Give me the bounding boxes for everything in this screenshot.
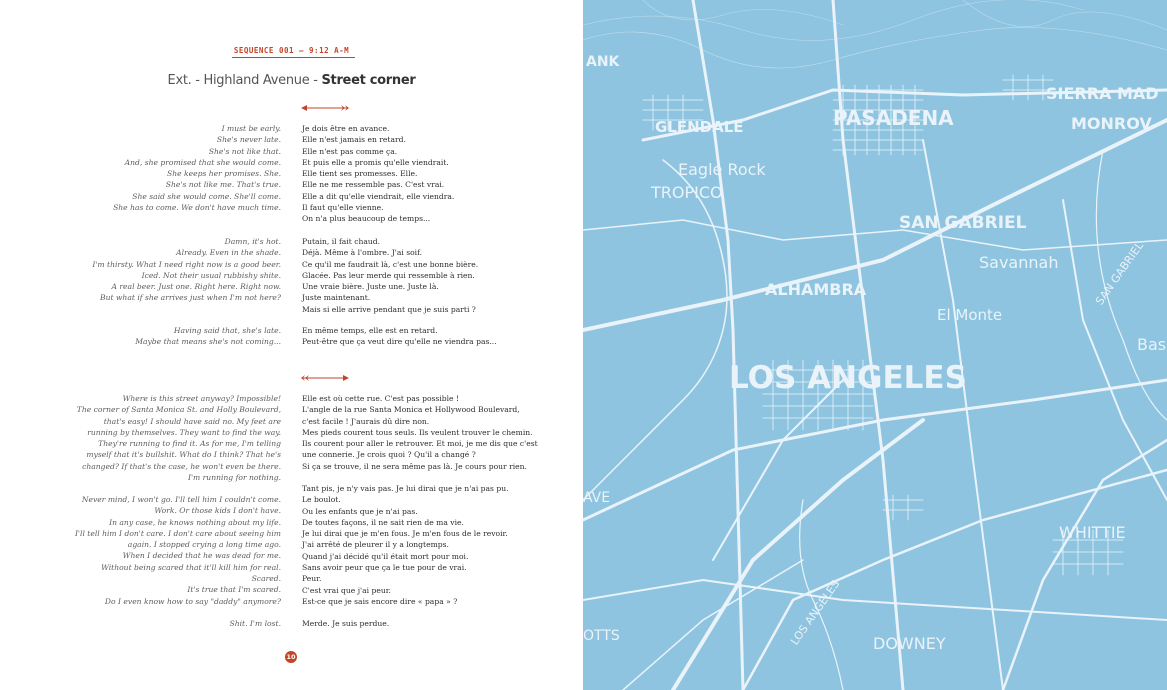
text-line: In any case, he knows nothing about my life.	[109, 517, 281, 527]
map-label-savannah: Savannah	[979, 253, 1059, 272]
french-column-1	[302, 123, 552, 225]
text-line: changed? If that's the case, he won't even be there.	[82, 461, 281, 471]
text-line: Elle n'est pas comme ça.	[302, 146, 398, 156]
text-line: Elle a dit qu'elle viendrait, elle viendra.	[302, 191, 455, 201]
french-column-6	[302, 618, 552, 629]
sequence-heading: SEQUENCE 001 – 9:12 A-M	[233, 46, 350, 55]
text-line: Elle tient ses promesses. Elle.	[302, 169, 418, 179]
text-line: Elle est où cette rue. C'est pas possible !	[302, 394, 459, 403]
text-line: She's not like that.	[208, 146, 281, 156]
text-line: Elle ne me ressemble pas. C'est vrai.	[302, 180, 445, 190]
english-column-2	[41, 236, 281, 304]
map-label-el-monte: El Monte	[937, 306, 1003, 324]
text-line: I'm thirsty. What I need right now is a good beer.	[92, 259, 281, 269]
text-line: Maybe that means she's not coming...	[135, 337, 281, 347]
text-line: Sans avoir peur que ça le tue pour de vrai.	[302, 563, 467, 573]
text-line: She's not like me. That's true.	[165, 180, 281, 190]
text-line: Juste maintenant.	[302, 293, 371, 303]
map-label-eagle-rock: Eagle Rock	[678, 160, 766, 179]
french-column-4	[302, 393, 552, 472]
text-line: Damn, it's hot.	[224, 237, 281, 246]
text-line: When I decided that he was dead for me.	[122, 551, 281, 561]
text-line: Je dois être en avance.	[302, 124, 390, 133]
text-line: Déjà. Même à l'ombre. J'ai soif.	[302, 248, 423, 258]
english-column-1	[41, 123, 281, 213]
text-line: I'm running for nothing.	[187, 473, 281, 483]
text-line: Mais si elle arrive pendant que je suis parti ?	[302, 304, 476, 314]
text-line: C'est vrai que j'ai peur.	[302, 585, 391, 595]
text-line: running by themselves. They want to find the way.	[87, 427, 281, 437]
text-line: Glacée. Pas leur merde qui ressemble à rien.	[302, 270, 475, 280]
map-label-downey: DOWNEY	[873, 634, 946, 653]
page-number: 10	[286, 653, 296, 661]
text-line: Where is this street anyway? Impossible!	[122, 394, 281, 403]
map-label-san-gabriel: SAN GABRIEL	[899, 213, 1027, 233]
text-line: Never mind, I won't go. I'll tell him I couldn't come.	[81, 495, 281, 504]
map-label-ank: ANK	[586, 54, 620, 70]
text-line: On n'a plus beaucoup de temps...	[302, 214, 431, 224]
text-line: The corner of Santa Monica St. and Holly Boulevard,	[76, 405, 281, 415]
text-line: Une vraie bière. Juste une. Juste là.	[302, 282, 439, 292]
map-label-ave: AVE	[583, 490, 611, 506]
arrow-left-icon	[301, 104, 349, 112]
french-column-5	[302, 483, 552, 607]
english-column-6	[41, 618, 281, 629]
text-line: Elle n'est jamais en retard.	[302, 135, 406, 145]
text-line: Ils courent pour aller le retrouver. Et moi, je me dis que c'est	[302, 439, 538, 449]
los-angeles-map-illustration	[583, 0, 1167, 690]
map-label-tropico: TROPICO	[651, 183, 723, 202]
text-line: Quand j'ai décidé qu'il était mort pour moi.	[302, 551, 469, 561]
text-line: She said she would come. She'll come.	[132, 191, 281, 201]
text-line: They're running to find it. As for me, I'm telling	[98, 439, 281, 449]
scene-title-light: Ext. - Highland Avenue -	[167, 73, 322, 88]
text-line: Scared.	[251, 574, 281, 584]
text-line: une connerie. Je crois quoi ? Qu'il a changé ?	[302, 450, 476, 460]
text-line: I must be early.	[221, 124, 281, 133]
text-line: And, she promised that she would come.	[124, 157, 281, 167]
text-line: Iced. Not their usual rubbishy shite.	[141, 270, 281, 280]
text-line: myself that it's bullshit. What do I think? That he's	[86, 450, 281, 460]
arrow-right-icon	[301, 374, 349, 382]
map-label-sierra-madre: SIERRA MAD	[1046, 84, 1159, 103]
text-line: J'ai arrêté de pleurer il y a longtemps.	[302, 540, 449, 550]
text-line: again. I stopped crying a long time ago.	[127, 540, 281, 550]
text-line: Work. Or those kids I don't have.	[154, 506, 281, 516]
text-line: She keeps her promises. She.	[167, 169, 281, 179]
text-line: L'angle de la rue Santa Monica et Hollywood Boulevard,	[302, 405, 520, 415]
text-line: Merde. Je suis perdue.	[302, 619, 390, 628]
map-label-monrovia: MONROV	[1071, 114, 1152, 133]
text-line: Ou les enfants que je n'ai pas.	[302, 506, 418, 516]
text-line: Putain, il fait chaud.	[302, 237, 381, 246]
text-line: Having said that, she's late.	[173, 326, 281, 335]
text-line: Mes pieds courent tous seuls. Ils veulent trouver le chemin.	[302, 427, 533, 437]
text-line: De toutes façons, il ne sait rien de ma vie.	[302, 517, 464, 527]
map-label-san-gabriel-river: SAN GABRIEL	[1093, 239, 1147, 308]
scene-title	[0, 73, 583, 88]
text-line: that's easy! I should have said no. My feet are	[103, 416, 281, 426]
text-line: But what if she arrives just when I'm not here?	[100, 293, 281, 303]
map-page	[583, 0, 1167, 690]
sequence-underline	[232, 57, 355, 58]
map-label-pasadena: PASADENA	[833, 106, 954, 130]
text-line: It's true that I'm scared.	[187, 585, 281, 595]
text-line: A real beer. Just one. Right here. Right now.	[111, 282, 281, 292]
french-column-2	[302, 236, 552, 315]
text-line: c'est facile ! J'aurais dû dire non.	[302, 416, 430, 426]
english-column-4	[41, 393, 281, 483]
map-label-los-angeles: LOS ANGELES	[729, 360, 967, 396]
text-line: En même temps, elle est en retard.	[302, 326, 438, 335]
map-label-otts: OTTS	[583, 628, 620, 644]
text-line: Si ça se trouve, il ne sera même pas là. Je cours pour rien.	[302, 461, 527, 471]
text-line: I'll tell him I don't care. I don't care about seeing him	[74, 528, 281, 538]
text-line: Je lui dirai que je m'en fous. Je m'en fous de le revoir.	[302, 529, 508, 539]
text-line: She's never late.	[216, 135, 281, 145]
text-line: Et puis elle a promis qu'elle viendrait.	[302, 157, 449, 167]
text-line: Le boulot.	[302, 495, 341, 505]
map-label-glendale: GLENDALE	[655, 118, 744, 136]
english-column-3	[41, 325, 281, 348]
text-line: Est-ce que je sais encore dire « papa » ?	[302, 596, 458, 606]
left-page	[0, 0, 583, 690]
text-line: Shit. I'm lost.	[229, 619, 281, 628]
english-column-5	[41, 494, 281, 607]
map-label-whittier: WHITTIE	[1059, 523, 1126, 542]
text-line: Peut-être que ça veut dire qu'elle ne viendra pas...	[302, 337, 497, 347]
text-line: Already. Even in the shade.	[176, 248, 281, 258]
text-line: Il faut qu'elle vienne.	[302, 203, 384, 213]
text-line: Tant pis, je n'y vais pas. Je lui dirai que je n'ai pas pu.	[302, 484, 509, 493]
french-column-3	[302, 325, 552, 348]
text-line: Peur.	[302, 574, 322, 584]
text-line: Without being scared that it'll kill him for real.	[101, 562, 281, 572]
map-label-alhambra: ALHAMBRA	[765, 280, 867, 299]
map-label-los-angeles-river: LOS ANGELES	[788, 577, 843, 648]
scene-title-bold: Street corner	[321, 73, 416, 88]
text-line: Ce qu'il me faudrait là, c'est une bonne bière.	[302, 259, 479, 269]
map-label-bas: Bas	[1137, 335, 1167, 354]
text-line: She has to come. We don't have much time.	[113, 203, 281, 213]
text-line: Do I even know how to say "daddy" anymore?	[104, 596, 281, 606]
